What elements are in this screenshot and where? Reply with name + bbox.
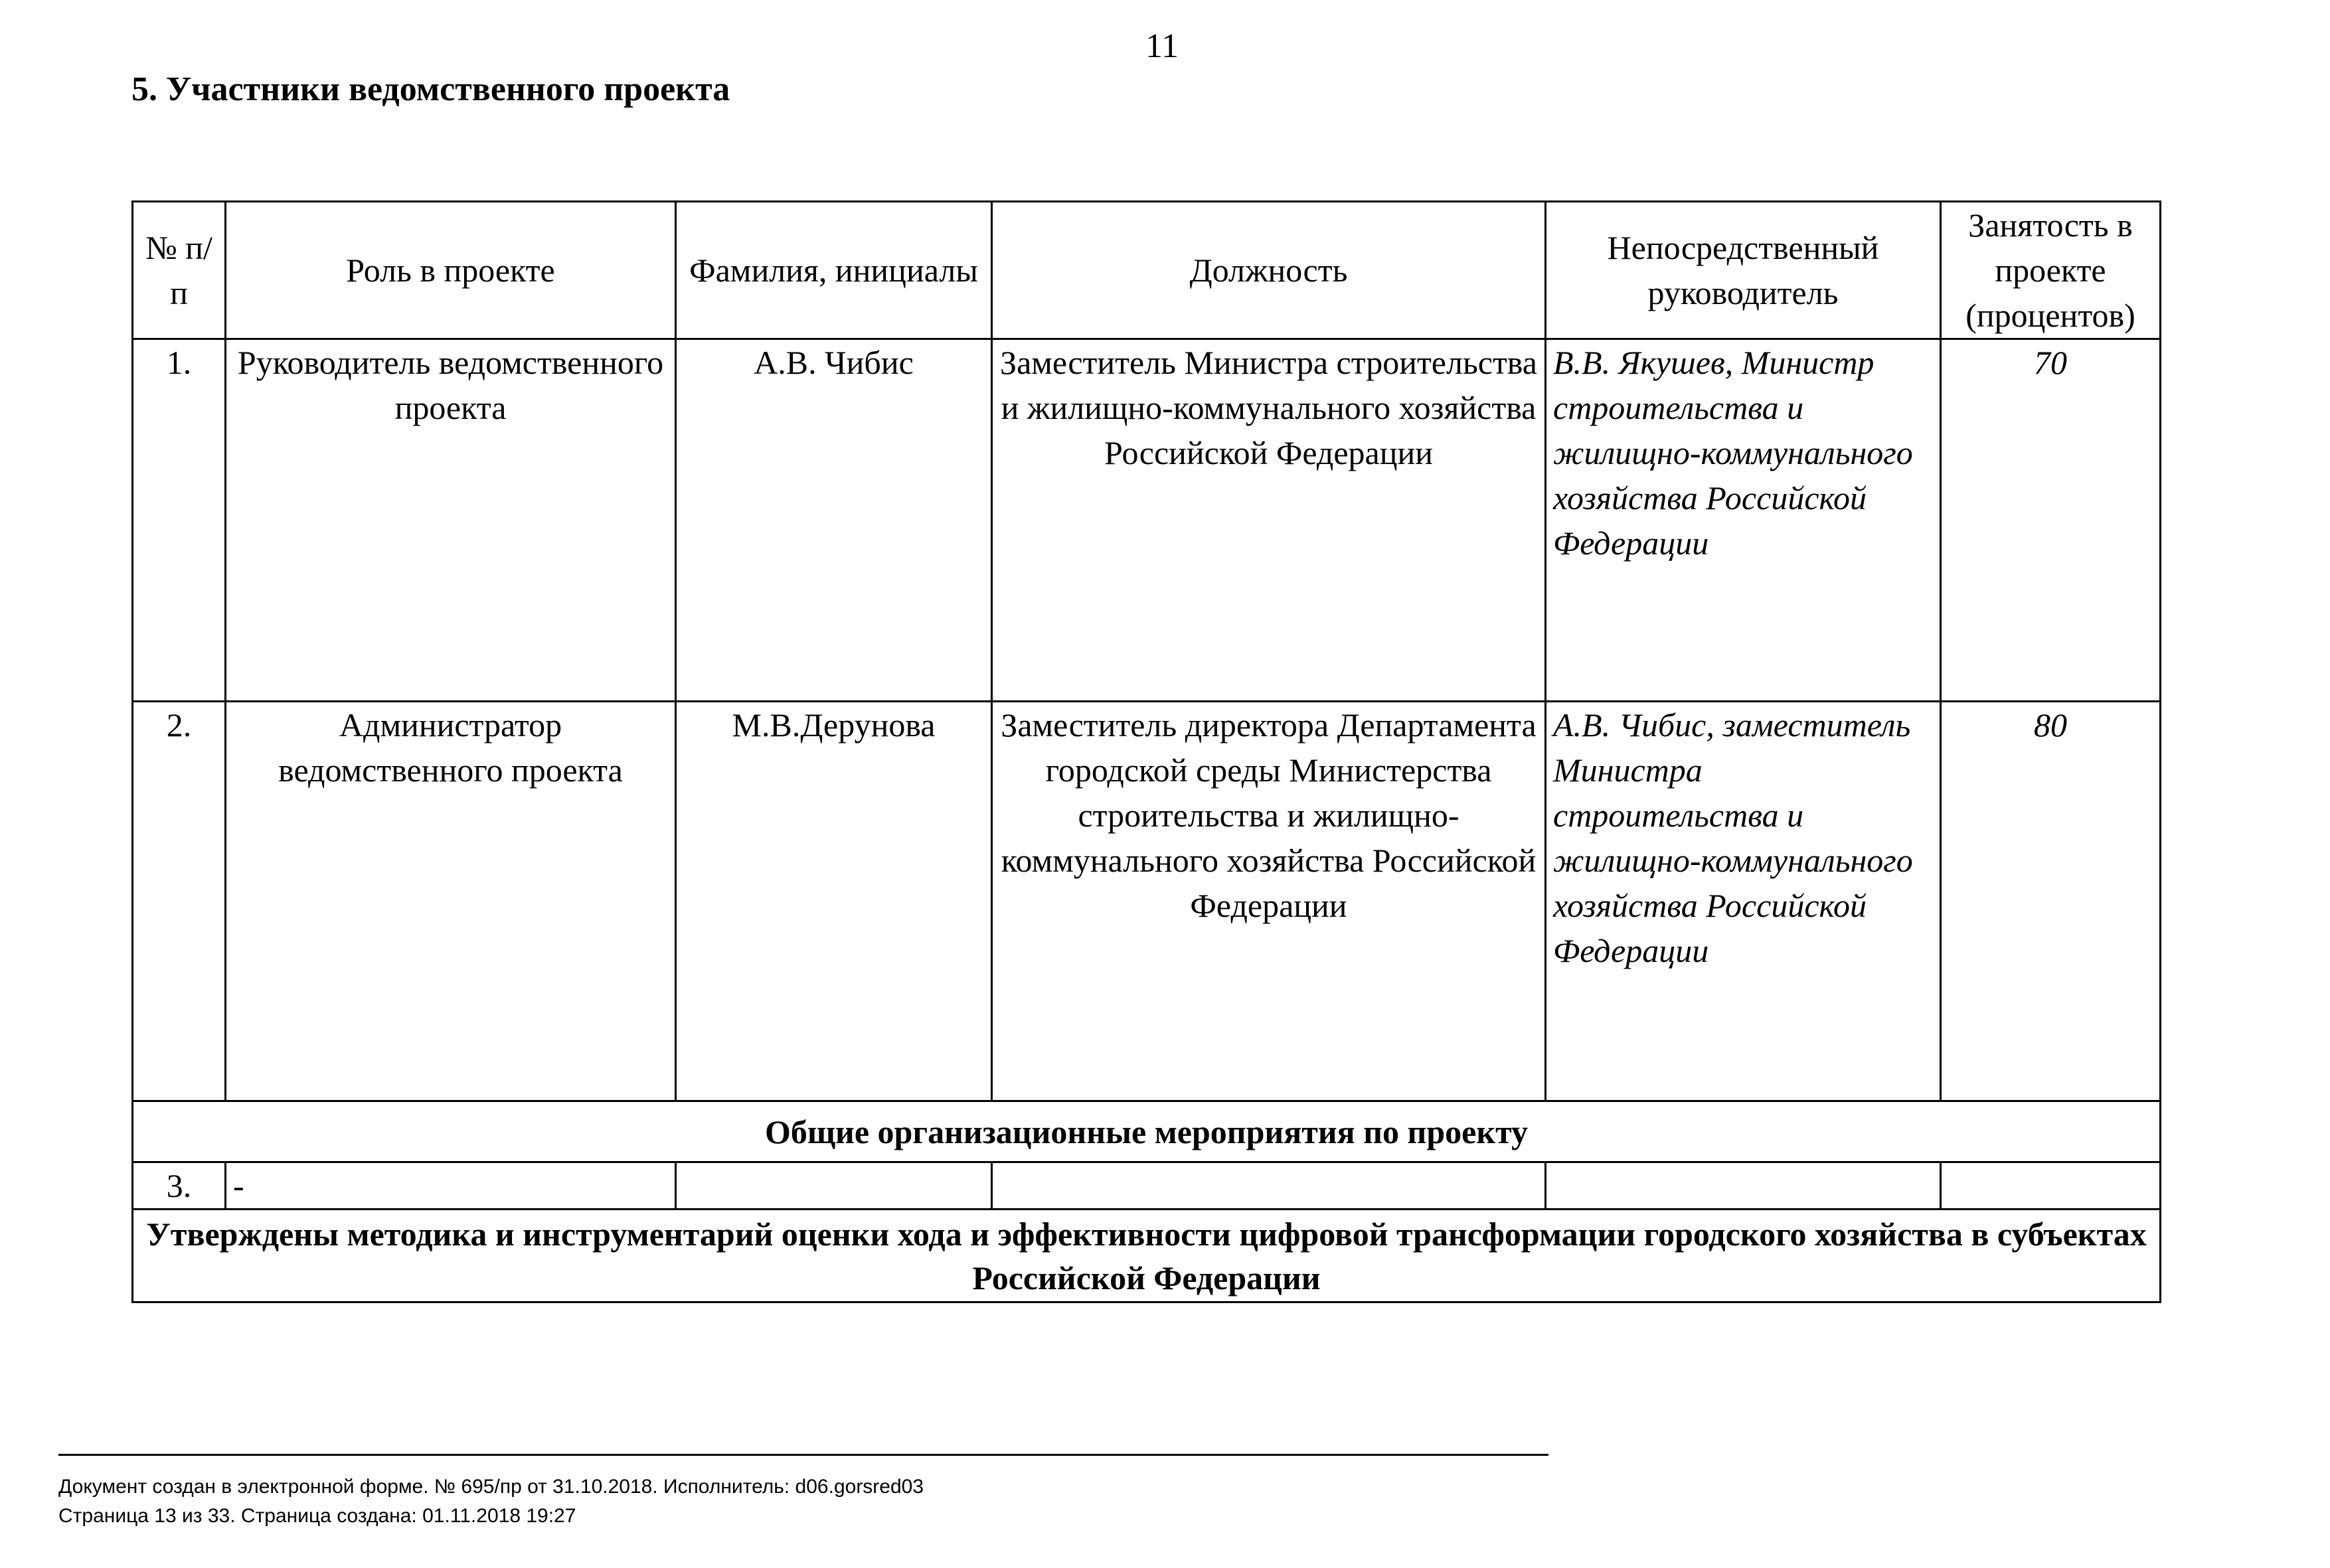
header-name: Фамилия, инициалы	[676, 202, 992, 339]
row-position-empty	[992, 1162, 1546, 1210]
row-supervisor-empty	[1546, 1162, 1941, 1210]
header-supervisor: Непосредственный руководитель	[1546, 202, 1941, 339]
row-num: 2.	[133, 702, 226, 1101]
header-num: № п/п	[133, 202, 226, 339]
row-employment: 70	[1941, 339, 2161, 702]
table-header-row	[133, 202, 2161, 339]
row-name: М.В.Дерунова	[676, 702, 992, 1101]
footer-divider	[58, 1454, 1548, 1456]
row-supervisor: В.В. Якушев, Министр строительства и жилищно-коммунального хозяйства Российской Федерации	[1546, 339, 1941, 702]
footer-line-1: Документ создан в электронной форме. № 695/пр от 31.10.2018. Исполнитель: d06.gorsred03	[58, 1476, 924, 1498]
header-role: Роль в проекте	[226, 202, 676, 339]
group-heading-row	[133, 1101, 2161, 1162]
row-role: Руководитель ведомственного проекта	[226, 339, 676, 702]
footer	[58, 1472, 924, 1531]
table-row	[133, 1162, 2161, 1210]
row-num: 1.	[133, 339, 226, 702]
header-employment: Занятость в проекте (процентов)	[1941, 202, 2161, 339]
row-num: 3.	[133, 1162, 226, 1210]
row-role: Администратор ведомственного проекта	[226, 702, 676, 1101]
row-employment-empty	[1941, 1162, 2161, 1210]
table-row	[133, 702, 2161, 1101]
row-name-empty	[676, 1162, 992, 1210]
row-role: -	[226, 1162, 676, 1210]
footer-line-2: Страница 13 из 33. Страница создана: 01.11.2018 19:27	[58, 1505, 576, 1527]
page-number: 11	[1145, 27, 1179, 65]
row-supervisor: А.В. Чибис, заместитель Министра строительства и жилищно-коммунального хозяйства Российской Федерации	[1546, 702, 1941, 1101]
group-heading: Общие организационные мероприятия по проекту	[133, 1101, 2161, 1162]
row-position: Заместитель директора Департамента городской среды Министерства строительства и жилищно-коммунального хозяйства Российской Федерации	[992, 702, 1546, 1101]
header-position: Должность	[992, 202, 1546, 339]
table-row	[133, 339, 2161, 702]
final-heading: Утверждены методика и инструментарий оценки хода и эффективности цифровой трансформации городского хозяйства в субъектах Российской Федерации	[133, 1210, 2161, 1302]
section-title: 5. Участники ведомственного проекта	[131, 70, 730, 108]
final-heading-row	[133, 1210, 2161, 1302]
row-position: Заместитель Министра строительства и жилищно-коммунального хозяйства Российской Федерации	[992, 339, 1546, 702]
row-name: А.В. Чибис	[676, 339, 992, 702]
participants-table	[131, 200, 2161, 1303]
row-employment: 80	[1941, 702, 2161, 1101]
